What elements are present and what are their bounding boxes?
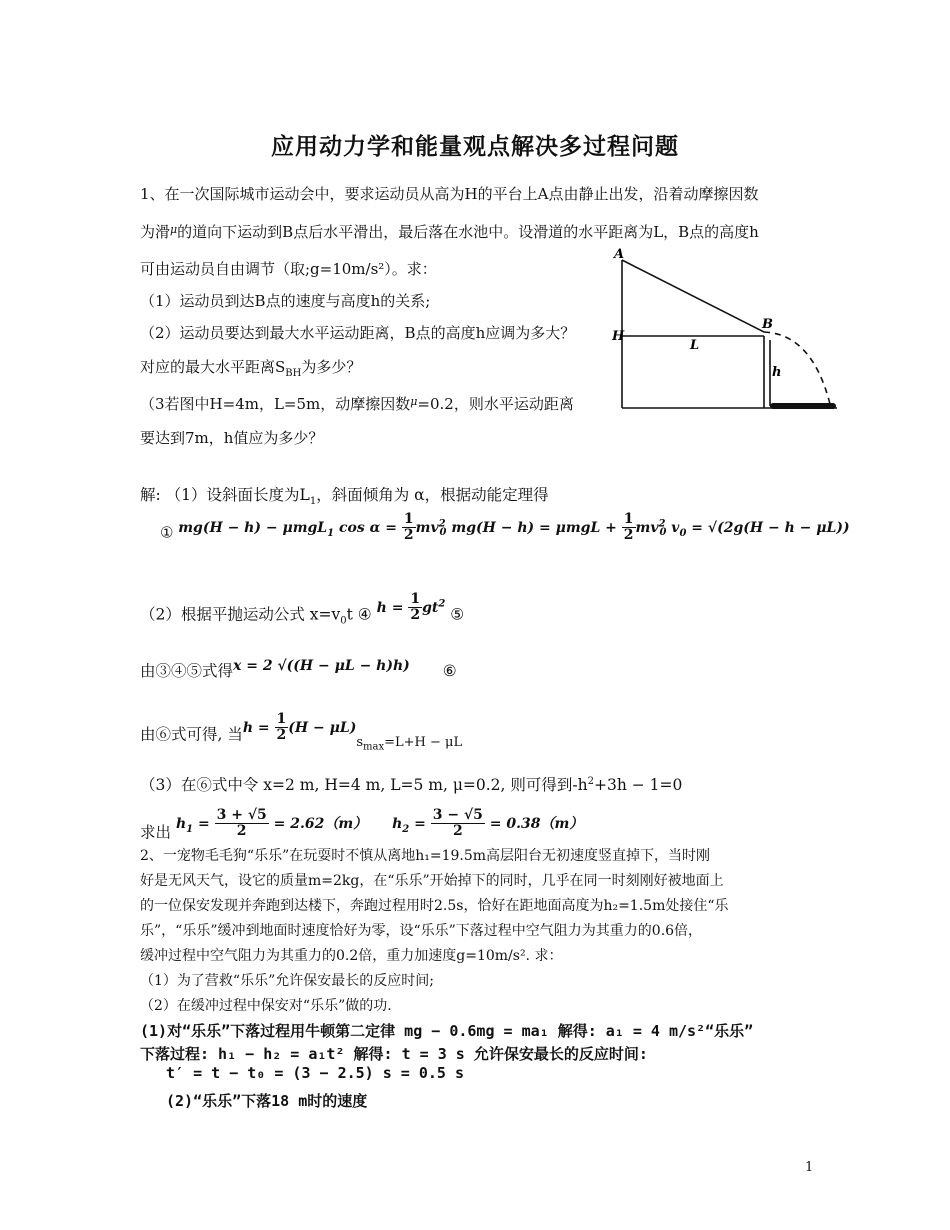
circle-1-marker: ① [160,523,174,542]
eq1-sub: 1 [327,527,335,539]
h2-num: 3 − √5 [432,807,483,823]
fraction-half-1 [402,512,416,543]
equation-x: x = 2 √((H − μL − h)h) [233,658,410,674]
problem2-line-5: 缓冲过程中空气阻力为其重力的0.2倍，重力加速度g=10m/s². 求： [140,948,563,964]
part2-b: t ④ [346,605,372,624]
eq1-part-a: mg(H − h) − μmgL [178,519,328,536]
problem1-q1: （1）运动员到达B点的速度与高度h的关系; [140,292,431,310]
smax-subscript: BH [285,368,302,379]
slide-incline [622,260,764,332]
slide-diagram [612,248,852,418]
problem1-q3-b: =0.2，则水平运动距离 [417,395,574,413]
part3-a: （3）在⑥式中令 x=2 m, H=4 m, L=5 m, μ=0.2, 则可得到-h [140,776,588,794]
problem2-q2: （2）在缓冲过程中保安对“乐乐”做的功. [140,998,392,1014]
frac-den-3: 2 [410,607,421,623]
part2-sub: 0 [340,615,347,627]
hmax-b: (H − μL) [288,719,357,736]
problem1-q2-cont-b: 为多少？ [301,358,362,376]
problem1-line-2 [140,221,759,242]
eq1-part-f: v [666,519,680,536]
mu-symbol-2: μ [410,395,418,408]
solution1-intro-b: ，斜面倾角为 α，根据动能定理得 [316,486,549,504]
part3-b: +3h − 1=0 [593,776,683,794]
solution1-part2 [140,592,464,627]
fraction-half-4 [275,712,289,743]
frac-den: 2 [403,527,414,543]
fraction-h1 [215,808,269,839]
label-H: H [612,329,625,344]
equation-h2: $h_2$ = $\frac{3 - √5}{2}$ = 0.38（m） [392,807,584,839]
solution1-from6 [140,712,462,752]
equation-1-row [160,512,850,543]
frac-num-3: 1 [410,591,421,607]
smax-s: s [356,734,363,750]
problem1-line-2b: 的道向下运动到B点后水平滑出，最后落在水池中。设滑道的水平距离为L，B点的高度h [177,223,759,241]
smax-sub: max [363,741,385,753]
eq-gt: gt [422,599,439,616]
solution1-intro-sub: 1 [309,496,317,508]
solution1-from345 [140,658,457,681]
problem1-q2-cont [140,356,361,379]
frac-den-2: 2 [623,527,634,543]
frac-den-4: 2 [276,727,287,743]
problem2-sol-line-3: t′ = t − t₀ = (3 − 2.5) s = 0.5 s [166,1064,465,1082]
problem1-line-3: 可由运动员自由调节（取;g=10m/s²）。求： [140,260,437,278]
label-B: B [762,317,773,332]
eq1-part-e: mv [635,519,659,536]
equation-h-max [242,711,357,743]
solve-text: 求出 [140,823,172,842]
eq1-part-g: = √(2g(H − h − μL)) [686,519,850,536]
problem1-line-2a: 为滑 [140,223,171,241]
problem1-q2-cont-a: 对应的最大水平距离S [140,358,286,376]
h2-den: 2 [452,823,463,839]
equation-h1: $h_1$ = $\frac{3 + √5}{2}$ = 2.62（m） [175,807,368,839]
h2-lhs: h [392,815,403,832]
equation-1: mg(H − h) − μmgL$_1$ cos α = $\frac{1}{2}$ $mv^2_0$ mg(H − h) = μmgL + $\frac{1}{2}$ $mv^2_0$ $v_0 = √(2g(H - h - \mu L))$ [178,511,850,543]
label-L: L [690,338,700,353]
frac-num: 1 [403,511,414,527]
eq-h-lhs: h = [376,599,409,616]
problem1-q2: （2）运动员要达到最大水平运动距离，B点的高度h应调为多大？ [140,324,576,342]
h1-lhs: h [175,815,187,832]
eq1-part-d: mg(H − h) = μmgL + [446,519,622,536]
solution1-roots [140,808,583,843]
solution1-intro-a: 解: （1）设斜面长度为L [140,486,310,504]
solution1-part3: （3）在⑥式中令 x=2 m, H=4 m, L=5 m, μ=0.2, 则可得到$-h^2+3h - 1=0$ [140,775,683,794]
eq1-part-c: mv [415,519,439,536]
problem2-q1: （1）为了营救“乐乐”允许保安最长的反应时间; [140,973,434,989]
circle-6-marker: ⑥ [442,662,457,680]
h1-rhs: = 2.62（m） [268,815,368,832]
problem2-sol-line-2: 下落过程: h₁ − h₂ = a₁t² 解得: t = 3 s 允许保安最长的反应时间: [140,1045,648,1063]
part2-a: （2）根据平抛运动公式 x=v [140,605,341,624]
frac-num-2: 1 [623,511,634,527]
h1-num: 3 + √5 [216,807,267,823]
pool-marker [770,403,836,409]
solution1-intro [140,483,549,507]
problem2-line-2: 好是无风天气，设它的质量m=2kg，在“乐乐”开始掉下的同时，几乎在同一时刻刚好被地面上 [140,873,724,889]
fraction-half-2 [622,512,636,543]
smax-rest: =L+H − μL [384,734,463,750]
problem2-line-4: 乐”，“乐乐”缓冲到地面时速度恰好为零，设“乐乐”下落过程中空气阻力为其重力的0.6倍， [140,923,703,939]
problem1-line-1: 1、在一次国际城市运动会中，要求运动员从高为H的平台上A点由静止出发，沿着动摩擦因数 [140,185,759,203]
mu-symbol: μ [170,223,178,236]
problem2-sol-line-4: (2)“乐乐”下落18 m时的速度 [166,1092,368,1110]
from345-text: 由③④⑤式得 [140,662,234,680]
h2-rhs: = 0.38（m） [484,815,584,832]
equation-h-gt: h = $\frac{1}{2}$ $gt^2$ [376,591,446,623]
label-A: A [614,248,625,262]
problem1-q3-cont: 要达到7m，h值应为多少？ [140,429,324,447]
problem1-q3 [140,393,574,414]
problem1-q3-a: （3若图中H=4m，L=5m，动摩擦因数 [140,395,411,413]
eq1-part-b: cos α = [334,519,402,536]
from6-text: 由⑥式可得, 当 [140,725,243,744]
hmax-a: h = [242,719,275,736]
label-h: h [772,365,782,380]
problem2-line-1: 2、一宠物毛毛狗“乐乐”在玩耍时不慎从离地h₁=19.5m高层阳台无初速度竖直掉下，当时刚 [140,848,711,864]
fraction-half-3 [408,592,422,623]
page-title: 应用动力学和能量观点解决多过程问题 [271,133,679,160]
frac-num-4: 1 [276,711,287,727]
h1-den: 2 [236,823,247,839]
problem2-line-3: 的一位保安发现并奔跑到达楼下，奔跑过程用时2.5s，恰好在距地面高度为h₂=1.5m处接住“乐 [140,898,729,914]
problem2-sol-line-1: (1)对“乐乐”下落过程用牛顿第二定律 mg − 0.6mg = ma₁ 解得: a₁ = 4 m/s²“乐乐” [140,1022,754,1040]
page-number: 1 [805,1160,814,1175]
fraction-h2 [431,808,485,839]
circle-5-marker: ⑤ [450,605,465,624]
